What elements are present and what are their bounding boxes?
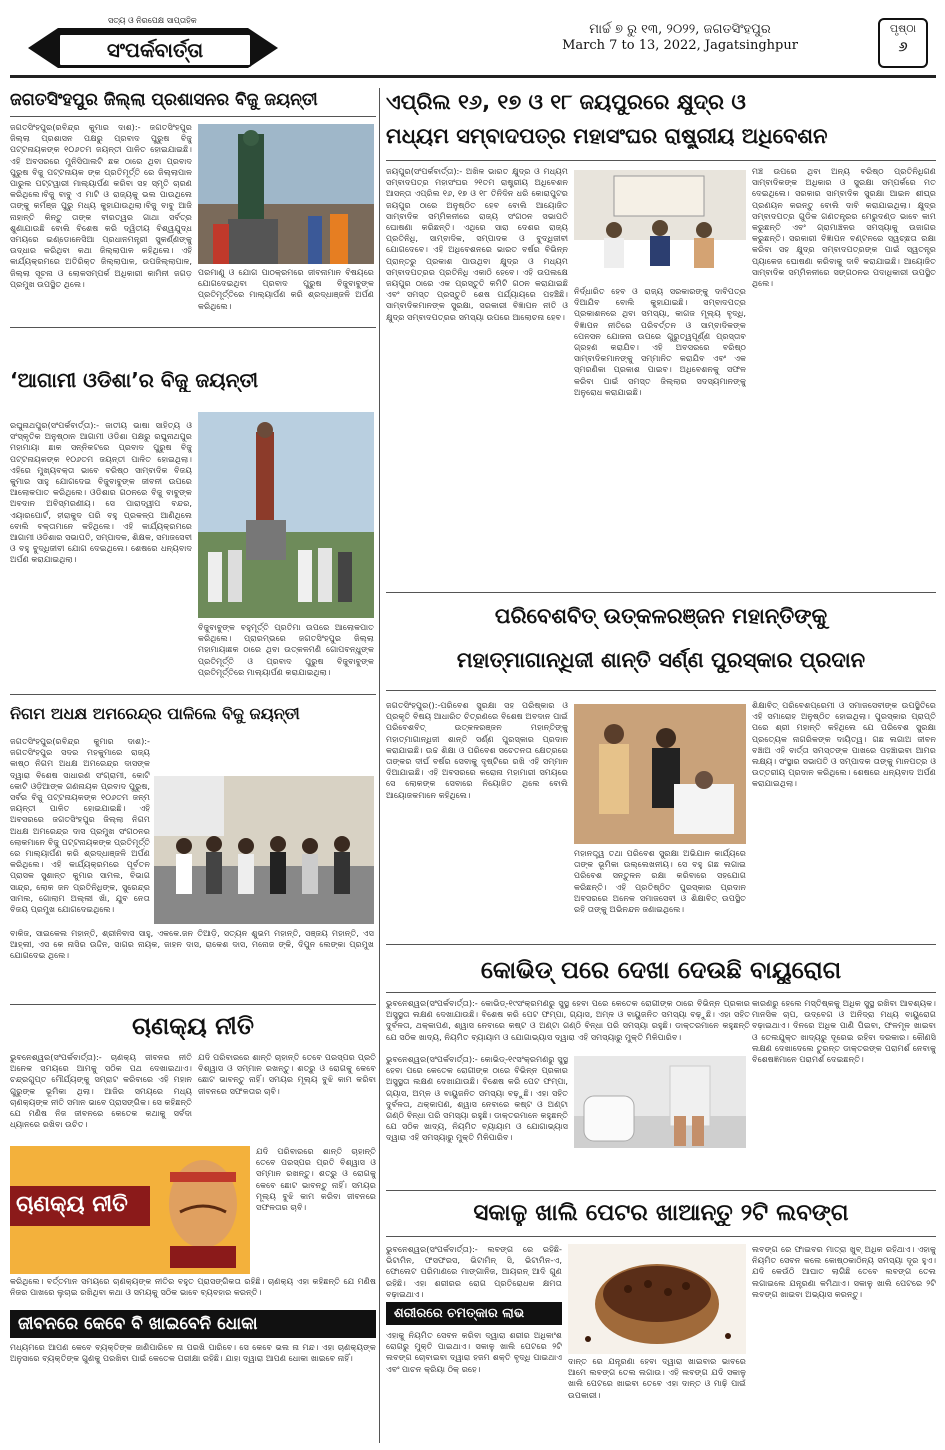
section-subheading: ଜୀବନରେ କେବେ ବି ଖାଇବେନି ଧୋକା — [10, 1310, 376, 1338]
article-photo — [198, 124, 374, 264]
section-subheading: ଶରୀରରେ ଚମତ୍କାର ଲାଭ — [386, 1302, 562, 1325]
divider — [386, 160, 936, 161]
article-body: ଭୁବନେଶ୍ୱର(ସଂପର୍କବାର୍ତ୍ତା):- ଚାଣକ୍ୟ ଜୀବନର ନୀତି ଅନେକ ସମୟରେ ଆମକୁ ସଠିକ ପଥ ଦେଖାଇଥାଏ। ଚନ୍ଦ୍ରଗୁପ୍ତ ମୌର୍ଯ୍ୟଙ୍କୁ ସମ୍ରାଟ କରିବାରେ ଏହି ମହାନ ଗୁରୁଙ୍କ ଭୂମିକା ଥିଲା। ଆଜିର ସମୟରେ ମଧ୍ୟ ଚାଣକ୍ୟଙ୍କ ନୀତି ସମାନ ଭାବେ ପ୍ରାସଙ୍ଗିକ। ସେ କହିଛନ୍ତି ଯେ ମଣିଷ ନିଜ ଜୀବନରେ କେତେକ କଥାକୁ ସର୍ବଦା ଧ୍ୟାନରେ ରଖିବା ଉଚିତ। — [10, 1052, 192, 1130]
article-photo — [574, 1056, 746, 1148]
article-body: ଜଗତସିଂହପୁର(ରବିନ୍ଦ୍ର କୁମାର ଦାଶ):- ଜଗତସିଂହପୁର ସଦର ମହକୁମାରେ ରାଜ୍ୟ କାଷ୍ଠ ନିଗମ ଅଧକ୍ଷ ଅମରେନ୍ଦ୍ର ଦାସଙ୍କ ଦ୍ୱାରା ବିଶେଷ ସାଧାରଣ ସଂଗ୍ରାମୀ, କୋଟି କୋଟି ଓଡ଼ିଆଙ୍କ ଗଣନାୟକ ପ୍ରବାଦ ପୁରୁଷ, ସର୍ବର ବିଜୁ ପଟ୍ଟନାୟକଙ୍କ ୧୦୬ତମ ଜନ୍ମ ଜୟନ୍ତୀ ପାଳିତ ହୋଇଯାଇଛି। ଏହି ଅବସରରେ ଜଗତସିଂହପୁର ଜିଲ୍ଲା ନିଗମ ଅଧକ୍ଷ ଅମରେନ୍ଦ୍ର ଦାସ ପ୍ରମୁଖ ସଂଗଠନର ଲୋକମାନେ ବିଜୁ ପଟ୍ଟନାୟକଙ୍କ ପ୍ରତିମୂର୍ତ୍ତି ରେ ମାଲ୍ୟାର୍ପଣ କରି ଶ୍ରଦ୍ଧାଞ୍ଜଳି ଅର୍ପଣ କରିଥିଲେ। ଏହି କାର୍ଯ୍ୟକ୍ରମରେ ପୂର୍ବତନ ପ୍ରାସକ ସୁଶାନ୍ତ କୁମାର ସାମଲ, ବିଭାଗ ସାନ୍ଦ୍ର, ଲୋକ ଜନ ପ୍ରତିନିଧିଙ୍କ, ସୁରେନ୍ଦ୍ର ସାମଲ, ଗୋଲାମ ଅଲ୍ଲୀ ଖାଁ, ଯୁବ ନେତା ବିଜୟ ପ୍ରମୁଖ ଯୋଗଦେଇଥିଲେ। — [10, 736, 150, 915]
article-body: ମଞ୍ଚ ଉପରେ ଥିବା ଅନ୍ୟ ବରିଷ୍ଠ ପ୍ରତିନିଧିଗଣ ସାମ୍ବାଦିକଙ୍କ ଅଧିକାର ଓ ସୁରକ୍ଷା ସମ୍ପର୍କରେ ମତ ଦେଇଥିଲେ। ସରକାର ସାମ୍ବାଦିକ ସୁରକ୍ଷା ଆଇନ ଶୀଘ୍ର ପ୍ରଣୟନ କରନ୍ତୁ ବୋଲି ଦାବି କରାଯାଇଥିଲା। କ୍ଷୁଦ୍ର ସମ୍ବାଦପତ୍ର ଗୁଡିକ ଗଣତନ୍ତ୍ରର ମେରୁଦଣ୍ଡ ଭାବେ କାମ କରୁଛନ୍ତି ଏବଂ ଗ୍ରାମାଞ୍ଚଳର ସମସ୍ୟାକୁ ଉଜାଗର କରୁଛନ୍ତି। ସରକାରୀ ବିଜ୍ଞାପନ ବଣ୍ଟନରେ ସ୍ୱଚ୍ଛତା ରକ୍ଷା କରିବା ସହ କ୍ଷୁଦ୍ର ସମ୍ବାଦପତ୍ରଙ୍କ ପାଇଁ ସ୍ୱତନ୍ତ୍ର ପ୍ୟାକେଜ ଘୋଷଣା କରିବାକୁ ଦାବି କରାଯାଇଛି। ଆୟୋଜିତ ସାମ୍ବାଦିକ ସମ୍ମିଳନୀରେ ସଙ୍ଗଠନର ପଦାଧିକାରୀ ଉପସ୍ଥିତ ଥିଲେ। — [752, 166, 936, 289]
article-body: ଜଗତସିଂହପୁର(ରବିନ୍ଦ୍ର କୁମାର ଦାଶ):- ଜଗତସିଂହପୁର ଜିଲ୍ଲା ପ୍ରଶାସନ ପକ୍ଷରୁ ପ୍ରବାଦ ପୁରୁଷ ବିଜୁ ପଟ୍ଟନାୟକଙ୍କ ୧୦୬ତମ ଜୟନ୍ତୀ ପାଳିତ ହୋଇଯାଇଛି।ଏହି ଅବସରରେ ମୁନିସିପାଲଟି ଛକ ଠାରେ ଥିବା ପ୍ରବାଦ ପୁରୁଷ ବିଜୁ ପଟ୍ଟନାୟକ ଙ୍କ ପ୍ରତିମୂର୍ତ୍ତି ରେ ଜିଲ୍ଲାପାଳ ପାରୁଲ ପଟ୍ଟୱାରୀ ମାଲ୍ୟାର୍ପଣ କରିବା ସହ ସ୍ମୃତି ଚାରଣ କରିଥିଲେ।ବିଜୁ ବାବୁ ଏ ମାଟି ଓ ରାଜ୍ୟକୁ ଭଲ ପାଉଥିଲେ ତାଙ୍କୁ କର୍ମଞ୍ଜ ପୁରୁ ମଧ୍ୟ କୁହାଯାଉଥିଲା।ବିଜୁ ବାବୁ ଆଜି ନାହାନ୍ତି କିନ୍ତୁ ତାଙ୍କ ବୀରତ୍ୱର ଗାଥା ସର୍ବତ୍ର ଶୁଣାଯାଉଛି ବୋଲି ବିଶେଷ କରି ଦ୍ୱିତୀୟ ବିଶ୍ୱଯୁଦ୍ଧ ସମୟରେ ଇଣ୍ଡୋନେସିଆ ପ୍ରଧାନମନ୍ତ୍ରୀ ସୁକର୍ଣ୍ଣଙ୍କୁ ଉଦ୍ଧାର କରିଥିବା କଥା ଜିଲ୍ଲାପାଳ କହିଥିଲେ। ଏହି କାର୍ଯ୍ୟକ୍ରମରେ ଅତିରିକ୍ତ ଜିଲ୍ଲାପାଳ, ଉପଜିଲ୍ଲାପାଳ, ଜିଲ୍ଲା ସୂଚନା ଓ ଲୋକସମ୍ପର୍କ ଅଧିକାରୀ କାମିନୀ ଜଗଡ଼ ପ୍ରମୁଖ ଉପସ୍ଥିତ ଥିଲେ। — [10, 122, 192, 289]
article-headline: ଚାଣକ୍ୟ ନୀତି — [131, 1012, 255, 1040]
newspaper-logo — [28, 16, 278, 74]
article-body: ଭୁବନେଶ୍ୱର(ସଂପର୍କବାର୍ତ୍ତା):- କୋଭିଡ୍-୧୯ସଂକ୍ରମଣରୁ ସୁସ୍ଥ ହେବା ପରେ କେତେକ ରୋଗୀଙ୍କ ଠାରେ ବିଭିନ୍ନ ପ୍ରକାର ଅସୁସ୍ଥତା ଲକ୍ଷଣ ଦେଖାଯାଉଛି। ବିଶେଷ କରି ପେଟ ଫମ୍ପା, ଗ୍ୟାସ, ଅମ୍ଳ ଓ ବାୟୁଜନିତ ସମସ୍ୟା ବଢ଼ୁଛି। ଏହା ସହିତ ଦୁର୍ବଳତା, ଥକ୍କାପଣ, ଶ୍ୱାସ ନେବାରେ କଷ୍ଟ ଓ ଅଣ୍ଟା ଗଣ୍ଠି ବିନ୍ଧା ପରି ସମସ୍ୟା ରହୁଛି। ଡାକ୍ତରମାନେ କହୁଛନ୍ତି ଯେ ସଠିକ ଖାଦ୍ୟ, ନିୟମିତ ବ୍ୟାୟାମ ଓ ଯୋଗାଭ୍ୟାସ ଦ୍ୱାରା ଏହି ସମସ୍ୟାରୁ ମୁକ୍ତି ମିଳିପାରିବ। — [386, 998, 750, 1042]
article-body: କାରଣରୁ ହେଲେ ମସ୍ତିଷ୍କକୁ ଅଧିକ ସୁସ୍ଥ ରଖିବା ଆବଶ୍ୟକ। ମାନସିକ ଚାପ, ଉଦ୍‌ବେଗ ଓ ଅନିଦ୍ରା ମଧ୍ୟ ବାୟୁରୋଗ ବଢ଼ାଇଥାଏ। ଦିନରେ ଅଧିକ ପାଣି ପିଇବା, ଫଳମୂଳ ଖାଇବା ଓ ତେଲଯୁକ୍ତ ଖାଦ୍ୟରୁ ଦୂରେଇ ରହିବା ଦରକାର। କୌଣସି ଲକ୍ଷଣ ଦେଖାଦେଲେ ତୁରନ୍ତ ଡାକ୍ତରଙ୍କ ପରାମର୍ଶ ନେବାକୁ ବିଶେଷଜ୍ଞମାନେ ପରାମର୍ଶ ଦେଇଛନ୍ତି। — [752, 998, 936, 1065]
divider — [386, 1236, 936, 1237]
article-body — [574, 1150, 746, 1184]
logo-text: ସଂପର୍କବାର୍ତ୍ତା — [58, 33, 252, 67]
article-photo — [198, 412, 374, 618]
photo-caption: ବାକିଜ, ସାଇକେଲ ମହାନ୍ତି, ଶ୍ରୀନିବାସ ସାହୁ, ଏକକେ.ଜନ ତିଆଡ଼ି, ସତ୍ୟନ ଶୁଭମ ମହାନ୍ତି, ସଞ୍ଜୟ ମହାନ୍ତି, ଏସ ଆହ୍ଲୀ, ଏସ କେ ନାସିର ଉଦ୍ଦିନ, ସାଗର ନାୟକ, ଜାହନ ଦାସ, ରାକେଶ ଦାସ, ମନୋଜ ଙ୍କି, ଦିପୁନ ଲେଙ୍କା ପ୍ରମୁଖ ଯୋଗଦେଇ ଥିଲେ। — [10, 928, 374, 961]
article-headline: ଏପ୍ରିଲ ୧୬, ୧୭ ଓ ୧୮ ଜୟପୁରରେ କ୍ଷୁଦ୍ର ଓ — [386, 90, 746, 114]
page-number-box — [878, 18, 928, 68]
divider — [386, 944, 936, 945]
column-divider — [379, 88, 380, 1443]
article-headline: ପରିବେଶବିତ୍ ଉତ୍କଳରଞ୍ଜନ ମହାନ୍ତିଙ୍କୁ — [494, 604, 828, 628]
issue-date-english: March 7 to 13, 2022, Jagatsinghpur — [562, 38, 798, 53]
article-body: ରଘୁନାଥପୁର(ସଂପର୍କବାର୍ତ୍ତା):- ଜାତୀୟ ଭାଷା ସାହିତ୍ୟ ଓ ସଂସ୍କୃତିକ ଅନୁଷ୍ଠାନ ଆଗାମୀ ଓଡିଶା ପକ୍ଷରୁ ରଘୁନାଥପୁର ମହାମାୟା ଛାକ ସନ୍ନିକଟରେ ପ୍ରବାଦ ପୁରୁଷ ବିଜୁ ପଟ୍ଟନାୟକଙ୍କ ୧୦୬ତମ ଜୟନ୍ତୀ ପାଳିତ ହୋଇଥିଲା। ଏହିରେ ମୁଖ୍ୟବକ୍ତା ଭାବେ ବରିଷ୍ଠ ସାମ୍ବାଦିକ ବିଜୟ କୁମାର ସାହୁ ଯୋଗଦେଇ ବିଜୁବାବୁଙ୍କ ଜୀବନୀ ଉପରେ ଆଲୋକପାତ କରିଥିଲେ। ଓଡିଶାର ଗଠନରେ ବିଜୁ ବାବୁଙ୍କ ଅବଦାନ ଅବିସ୍ମରଣୀୟ। ସେ ପାରାଦ୍ୱୀପ ବନ୍ଦର, ଏୟାରପୋର୍ଟ, ହୀରାକୁଦ ପରି ବହୁ ପ୍ରକଳ୍ପ ଆଣିଥିଲେ ବୋଲି ବକ୍ତାମାନେ କହିଥିଲେ। ଏହି କାର୍ଯ୍ୟକ୍ରମରେ ଆଗାମୀ ଓଡିଶାର ସଭାପତି, ସମ୍ପାଦକ, ଶିକ୍ଷକ, ସମାଜସେବୀ ଓ ବହୁ ବୁଦ୍ଧିଜୀବୀ ଯୋଗ ଦେଇଥିଲେ। ଶେଷରେ ଧନ୍ୟବାଦ ଅର୍ପଣ କରାଯାଇଥିଲା। — [10, 420, 192, 565]
article-photo — [574, 704, 746, 844]
article-body: ଏହାକୁ ନିୟମିତ ସେବନ କରିବା ଦ୍ୱାରା ଶରୀର ଅଧିକାଂଶ ରୋଗରୁ ମୁକ୍ତି ପାଇଥାଏ। ସକାଳୁ ଖାଲି ପେଟରେ ୨ଟି ଲବଙ୍ଗ ଚୋବାଇବା ଦ୍ୱାରା ହଜମ ଶକ୍ତି ବୃଦ୍ଧି ପାଇଥାଏ ଏବଂ ପାଚନ କ୍ରିୟା ଠିକ୍ ରହେ। — [386, 1330, 562, 1374]
article-headline-line2: ମଧ୍ୟମ ସମ୍ବାଦପତ୍ର ମହାସଂଘର ରାଷ୍ଟ୍ରୀୟ ଅଧିବେଶନ — [386, 124, 828, 148]
article-headline: ‘ଆଗାମୀ ଓଡିଶା’ର ବିଜୁ ଜୟନ୍ତୀ — [10, 368, 259, 392]
logo-tagline: ସତ୍ୟ ଓ ନିରପେକ୍ଷ ସାପ୍ତାହିକ — [108, 16, 197, 25]
article-body — [386, 1054, 568, 1184]
article-body: ଲବଙ୍ଗ ରେ ଫାଇବର ମାତ୍ରା ଖୁବ୍ ଅଧିକ ରହିଥାଏ। ଏହାକୁ ନିୟମିତ ସେବନ କଲେ କୋଷ୍ଠକାଠିନ୍ୟ ସମସ୍ୟା ଦୂର ହୁଏ। ଯଦି କେଉଁଠି ଆଘାତ ଲାଗିଛି ତେବେ ଲବଙ୍ଗ ତେଲ ଲଗାଇଲେ ଯନ୍ତ୍ରଣା କମିଥାଏ। ସକାଳୁ ଖାଲି ପେଟରେ ୨ଟି ଲବଙ୍ଗ ଖାଇବା ଅଭ୍ୟାସ କରନ୍ତୁ। — [752, 1244, 936, 1299]
chanakya-niti-logo — [10, 1146, 250, 1274]
article-body: ନିର୍ଦ୍ଧାରିତ ହେବ ଓ ରାଜ୍ୟ ସରକାରଙ୍କୁ ଦାବିପତ୍ର ଦିଆଯିବ ବୋଲି କୁହାଯାଇଛି। ସମ୍ବାଦପତ୍ର ପ୍ରକାଶନରେ ଥିବା ସମସ୍ୟା, କାଗଜ ମୂଲ୍ୟ ବୃଦ୍ଧି, ବିଜ୍ଞାପନ ନୀତିରେ ପରିବର୍ତ୍ତନ ଓ ସାମ୍ବାଦିକଙ୍କ ପେନସନ ଯୋଜନା ଉପରେ ଗୁରୁତ୍ୱପୂର୍ଣ୍ଣ ପ୍ରସ୍ତାବ ଗ୍ରହଣ କରାଯିବ। ଏହି ଅବସରରେ ବରିଷ୍ଠ ସାମ୍ବାଦିକମାନଙ୍କୁ ସମ୍ମାନିତ କରାଯିବ ଏବଂ ଏକ ସ୍ମରଣିକା ପ୍ରକାଶ ପାଇବ। ଅଧିବେଶନକୁ ସଫଳ କରିବା ପାଇଁ ସମସ୍ତ ଜିଲ୍ଲାର ସଦସ୍ୟମାନଙ୍କୁ ଅନୁରୋଧ କରାଯାଇଛି। — [574, 286, 746, 397]
issue-date — [530, 22, 830, 54]
article-headline: ସକାଳୁ ଖାଲି ପେଟର ଖାଆନ୍ତୁ ୨ଟି ଲବଙ୍ଗ — [473, 1200, 849, 1226]
article-body: ମଧ୍ୟମରେ ଆପଣ କେବେ ବ୍ୟକ୍ତିଙ୍କ ଜାଣିପାରିବେ ନା ପରଖି ପାରିବେ। ସେ କେବେ ଭଲ ନା ମନ୍ଦ। ଏହା ଚାଣକ୍ୟଙ୍କ ଅନୁସାରେ ବ୍ୟକ୍ତିଙ୍କ ଗୁଣକୁ ପରଖିବା ପାଇଁ କେତେକ ପରୀକ୍ଷା ରହିଛି। ଯାହା ଦ୍ୱାରା ଆପଣ ଧୋକା ଖାଇବେ ନାହିଁ। — [10, 1342, 376, 1364]
article-headline: ଜଗତସିଂହପୁର ଜିଲ୍ଲା ପ୍ରଶାସନର ବିଜୁ ଜୟନ୍ତୀ — [10, 90, 318, 110]
article-headline: ନିଗମ ଅଧକ୍ଷ ଅମରେନ୍ଦ୍ର ପାଳିଲେ ବିଜୁ ଜୟନ୍ତୀ — [10, 704, 300, 723]
masthead — [10, 10, 936, 78]
divider — [10, 116, 376, 117]
chanakya-logo-text: ଚାଣକ୍ୟ ନୀତି — [16, 1192, 128, 1217]
divider — [386, 992, 936, 993]
article-body: ଯଦି ପରିବାରରେ ଶାନ୍ତି ଚାହାନ୍ତି ତେବେ ପରସ୍ପର ପ୍ରତି ବିଶ୍ୱାସ ଓ ସମ୍ମାନ ରଖନ୍ତୁ। ଶତ୍ରୁ ଓ ରୋଗକୁ କେବେ ଛୋଟ ଭାବନ୍ତୁ ନାହିଁ। ସମୟର ମୂଲ୍ୟ ବୁଝି କାମ କରିବା ଜୀବନରେ ସଫଳତାର ଚାବି। — [198, 1052, 376, 1096]
issue-date-odia: ମାର୍ଚ୍ଚ ୭ ରୁ ୧୩, ୨୦୨୨, ଜଗତସିଂହପୁର — [589, 22, 771, 37]
photo-caption: ପରମାଣୁ ଓ ଯୋଗ ପାଠକ୍ରମରେ ଜୀବନାମାନ ବିଷୟରେ ଯୋଗଦେଇଥିବା ପ୍ରବାଦ ପୁରୁଷ ବିଜୁବାବୁଙ୍କ ପ୍ରତିମୂର୍ତ୍ତିରେ ମାଲ୍ୟାର୍ପଣ କରି ଶ୍ରଦ୍ଧାଞ୍ଜଳି ଅର୍ପଣ କରିଥିଲେ। — [198, 267, 374, 311]
divider — [386, 592, 936, 593]
article-body-continued: ଭୁବନେଶ୍ୱର(ସଂପର୍କବାର୍ତ୍ତା):- କୋଭିଡ୍-୧୯ସଂକ୍ରମଣରୁ ସୁସ୍ଥ ହେବା ପରେ କେତେକ ରୋଗୀଙ୍କ ଠାରେ ବିଭିନ୍ନ ପ୍ରକାର ଅସୁସ୍ଥତା ଲକ୍ଷଣ ଦେଖାଯାଉଛି। ବିଶେଷ କରି ପେଟ ଫମ୍ପା, ଗ୍ୟାସ, ଅମ୍ଳ ଓ ବାୟୁଜନିତ ସମସ୍ୟା ବଢ଼ୁଛି। ଏହା ସହିତ ଦୁର୍ବଳତା, ଥକ୍କାପଣ, ଶ୍ୱାସ ନେବାରେ କଷ୍ଟ ଓ ଅଣ୍ଟା ଗଣ୍ଠି ବିନ୍ଧା ପରି ସମସ୍ୟା ରହୁଛି। ଡାକ୍ତରମାନେ କହୁଛନ୍ତି ଯେ ସଠିକ ଖାଦ୍ୟ, ନିୟମିତ ବ୍ୟାୟାମ ଓ ଯୋଗାଭ୍ୟାସ ଦ୍ୱାରା ଏହି ସମସ୍ୟାରୁ ମୁକ୍ତି ମିଳିପାରିବ। — [386, 1054, 568, 1143]
article-body: ମହାନତ୍ତ୍ୱ ତଥା ପରିବେଶ ସୁରକ୍ଷା ଅଭିଯାନ କାର୍ଯ୍ୟରେ ତାଙ୍କ ଭୂମିକା ଉଲ୍ଲେଖନୀୟ। ସେ ବହୁ ଗଛ ଲଗାଇ ପରିବେଶ ସନ୍ତୁଳନ ରକ୍ଷା କରିବାରେ ସହଯୋଗ କରିଛନ୍ତି। ଏହି ପ୍ରତିଷ୍ଠିତ ପୁରସ୍କାର ପ୍ରଦାନ ଅବସରରେ ଅନେକ ସମାଜସେବୀ ଓ ଶିକ୍ଷାବିତ୍ ଉପସ୍ଥିତ ରହି ତାଙ୍କୁ ଅଭିନନ୍ଦନ ଜଣାଇଥିଲେ। — [574, 848, 746, 915]
article-body: ଜୟପୁର(ସଂପର୍କବାର୍ତ୍ତା):- ଅଖିଳ ଭାରତ କ୍ଷୁଦ୍ର ଓ ମଧ୍ୟମ ସମ୍ବାଦପତ୍ର ମହାସଂଘର ୨୧ତମ ରାଷ୍ଟ୍ରୀୟ ଅଧିବେଶନ ଆସନ୍ତା ଏପ୍ରିଲ ୧୬, ୧୭ ଓ ୧୮ ତିନିଦିନ ଧରି କୋରାପୁଟର ଜୟପୁର ଠାରେ ଅନୁଷ୍ଠିତ ହେବ ବୋଲି ଆୟୋଜିତ ସାମ୍ବାଦିକ ସମ୍ମିଳନୀରେ ରାଜ୍ୟ ସଂଗଠନ ସଭାପତି ଘୋଷଣା କରିଛନ୍ତି। ଏଥିରେ ସାରା ଦେଶର ରାଜ୍ୟ ପ୍ରତିନିଧି, ସାମ୍ବାଦିକ, ସମ୍ପାଦକ ଓ ବୁଦ୍ଧିଜୀବୀ ଯୋଗଦେବେ। ଏହି ଅଧିବେଶନରେ ଭାରତ ବର୍ଷର ବିଭିନ୍ନ ପ୍ରାନ୍ତରୁ ପ୍ରକାଶ ପାଉଥିବା କ୍ଷୁଦ୍ର ଓ ମଧ୍ୟମ ସମ୍ବାଦପତ୍ରର ପ୍ରତିନିଧି ଏକାଠି ହେବେ। ଏହି ଉପଲକ୍ଷେ ଜୟପୁର ଠାରେ ଏକ ପ୍ରସ୍ତୁତି କମିଟି ଗଠନ କରାଯାଇଛି ଏବଂ ସମସ୍ତ ପ୍ରସ୍ତୁତି ଶେଷ ପର୍ଯ୍ୟାୟରେ ପହଞ୍ଚିଛି। ସାମ୍ବାଦିକମାନଙ୍କ ସୁରକ୍ଷା, ସରକାରୀ ବିଜ୍ଞାପନ ନୀତି ଓ କ୍ଷୁଦ୍ର ସମ୍ବାଦପତ୍ରର ସମସ୍ୟା ଉପରେ ଆଲୋଚନା ହେବ। — [386, 166, 568, 322]
divider — [386, 690, 936, 691]
article-body: ଶିକ୍ଷାବିତ୍ ପରିବେଶପ୍ରେମୀ ଓ ସମାଜସେବୀଙ୍କ ଉପସ୍ଥିତିରେ ଏହି ସମାରୋହ ଅନୁଷ୍ଠିତ ହୋଇଥିଲା। ପୁରସ୍କାର ପ୍ରାପ୍ତି ପରେ ଶ୍ରୀ ମହାନ୍ତି କହିଥିଲେ ଯେ ପରିବେଶ ସୁରକ୍ଷା ପ୍ରତ୍ୟେକ ନାଗରିକଙ୍କ ଦାୟିତ୍ୱ। ଗଛ ଲଗାଅ ଜୀବନ ବଞ୍ଚାଅ ଏହି ବାର୍ତ୍ତା ସମସ୍ତଙ୍କ ପାଖରେ ପହଞ୍ଚାଇବା ଆମର ଲକ୍ଷ୍ୟ। ସଂସ୍ଥାର ସଭାପତି ଓ ସମ୍ପାଦକ ତାଙ୍କୁ ମାନପତ୍ର ଓ ଉତ୍ତରୀୟ ପ୍ରଦାନ କରିଥିଲେ। ଶେଷରେ ଧନ୍ୟବାଦ ଅର୍ପଣ କରାଯାଇଥିଲା। — [752, 700, 936, 789]
article-body: କରିଥିଲେ। ବର୍ତ୍ତମାନ ସମୟରେ ଚାଣକ୍ୟଙ୍କ ନୀତିର ବହୁତ ପ୍ରାସଙ୍ଗିକତା ରହିଛି। ଚାଣକ୍ୟ ଏହା କହିଛନ୍ତି ଯେ ମଣିଷ ନିଜର ପାଖରେ ଲୁଚାଇ ରଖିଥିବା କଥା ଓ ସମୟକୁ ସଠିକ ଭାବେ ବ୍ୟବହାର କରନ୍ତି। — [10, 1276, 376, 1298]
page-label: ପୃଷ୍ଠା — [889, 22, 917, 35]
article-photo — [574, 170, 746, 282]
divider — [386, 1190, 936, 1191]
article-body: ଯଦି ପରିବାରରେ ଶାନ୍ତି ଚାହାନ୍ତି ତେବେ ପରସ୍ପର ପ୍ରତି ବିଶ୍ୱାସ ଓ ସମ୍ମାନ ରଖନ୍ତୁ। ଶତ୍ରୁ ଓ ରୋଗକୁ କେବେ ଛୋଟ ଭାବନ୍ତୁ ନାହିଁ। ସମୟର ମୂଲ୍ୟ ବୁଝି କାମ କରିବା ଜୀବନରେ ସଫଳତାର ଚାବି। — [256, 1146, 376, 1213]
article-body: ଜଗତସିଂହପୁର():-ପରିବେଶ ସୁରକ୍ଷା ସହ ପରିଷ୍କାର ଓ ପ୍ରକୃତି ବିଷୟ ଆଧାରିତ ଚିତ୍ରଣରେ ବିଶେଷ ଅବଦାନ ପାଇଁ ପରିବେଶବିତ୍ ଉତ୍କଳରଞ୍ଜନ ମହାନ୍ତିଙ୍କୁ ମହାତ୍ମାଗାନ୍ଧିଜୀ ଶାନ୍ତି ସର୍ଣ୍ଣ ପୁରସ୍କାର ପ୍ରଦାନ କରାଯାଇଛି। ଉଚ୍ଚ ଶିକ୍ଷା ଓ ପରିବେଶ ସଚେତନତା କ୍ଷେତ୍ରରେ ତାଙ୍କର ଦୀର୍ଘ ବର୍ଷର ସେବାକୁ ଦୃଷ୍ଟିରେ ରଖି ଏହି ସମ୍ମାନ ଦିଆଯାଇଛି। ଏହି ଅବସରରେ କରୋନା ମହାମାରୀ ସମୟରେ ସେ ଲୋକଙ୍କ ସେବାରେ ନିୟୋଜିତ ଥିଲେ ବୋଲି ଆୟୋଜକମାନେ କହିଥିଲେ। — [386, 700, 568, 800]
photo-caption: ବିଜୁବାବୁଙ୍କ ବହୁମୂର୍ତ୍ତି ପ୍ରତିମା ଉପରେ ଆଲୋକପାତ କରିଥିଲେ। ପ୍ରାରମ୍ଭରେ ଜଗତସିଂହପୁର ଜିଲ୍ଲା ମହାମାୟାଛକ ଠାରେ ଥିବା ଉତ୍କଳମଣି ଗୋପବନ୍ଧୁଙ୍କ ପ୍ରତିମୂର୍ତ୍ତି ଓ ପ୍ରବାଦ ପୁରୁଷ ବିଜୁବାବୁଙ୍କ ପ୍ରତିମୂର୍ତ୍ତିରେ ମାଲ୍ୟାର୍ପଣ କରାଯାଇଥିଲା। — [198, 622, 374, 677]
page-number: ୬ — [898, 39, 908, 55]
article-body: ଦାନ୍ତ ରେ ଯନ୍ତ୍ରଣା ହେବା ଦ୍ୱାରା ଖାଇବାର ଭାବରେ ଆମେ ଲବଙ୍ଗ ତେଲ ଲଗାଉ। ଏହି ଲବଙ୍ଗ ଯଦି ସକାଳୁ ଖାଲି ପେଟରେ ଖାଇବା ତେବେ ଏହା ଦାନ୍ତ ଓ ମାଢ଼ି ପାଇଁ ଉପକାରୀ। — [568, 1356, 746, 1400]
article-photo — [568, 1244, 746, 1354]
divider — [10, 1004, 376, 1005]
divider — [10, 327, 376, 328]
article-body: ଭୁବନେଶ୍ୱର(ସଂପର୍କବାର୍ତ୍ତା):- ଲବଙ୍ଗ ରେ ରହିଛି-ଭିଟାମିନ, ଫସଫରସ, ଭିଟାମିନ୍ ସି, ଭିଟାମିନ-ଏ, ଫୋଲେଟ ପରିମାଣରେ ମାଙ୍ଗାନିଜ, ଆୟରନ୍ ଆଦି ଗୁଣ ରହିଛି। ଏହା ଶରୀରର ରୋଗ ପ୍ରତିରୋଧକ କ୍ଷମତା ବଢ଼ାଇଥାଏ। — [386, 1244, 562, 1299]
article-headline-line2: ମହାତ୍ମାଗାନ୍ଧିଜୀ ଶାନ୍ତି ସର୍ଣ୍ଣ ପୁରସ୍କାର ପ୍ରଦାନ — [456, 648, 866, 672]
article-photo — [154, 776, 374, 924]
divider — [10, 694, 376, 695]
article-headline: କୋଭିଡ୍ ପରେ ଦେଖା ଦେଉଛି ବାୟୁରୋଗ — [480, 956, 842, 984]
